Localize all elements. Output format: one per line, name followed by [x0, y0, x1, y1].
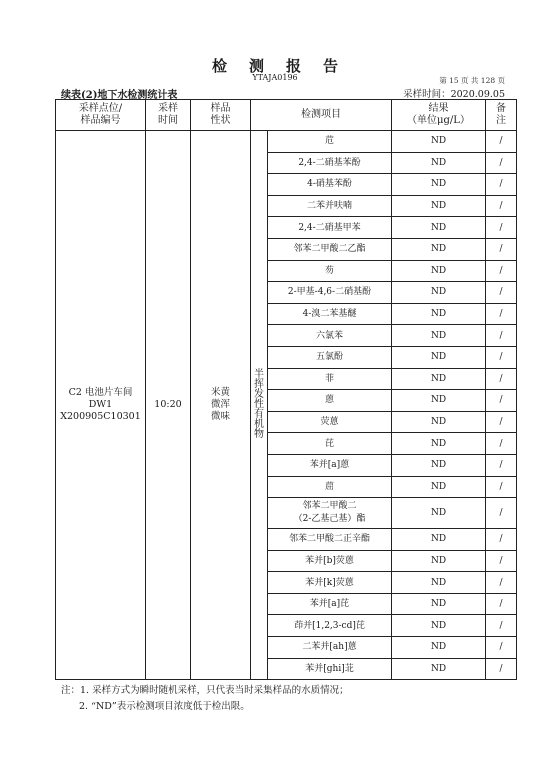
- remark-value: /: [486, 152, 517, 174]
- result-value: ND: [392, 593, 486, 615]
- category-char: 发: [254, 389, 264, 401]
- sampling-time: 采样时间：2020.09.05: [403, 89, 505, 100]
- test-item: 芘: [268, 433, 392, 455]
- header-row: [56, 100, 517, 131]
- category-char: 挥: [254, 379, 264, 391]
- test-item: 五氯酚: [268, 346, 392, 368]
- result-value: ND: [392, 433, 486, 455]
- result-value: ND: [392, 346, 486, 368]
- test-item: 邻苯二甲酸二乙酯: [268, 238, 392, 260]
- test-item: 菲: [268, 368, 392, 390]
- header-remark: 备 注: [486, 100, 517, 131]
- sample-location-line: DW1: [88, 399, 113, 411]
- result-value: ND: [392, 550, 486, 572]
- result-value: ND: [392, 390, 486, 412]
- test-item: 芴: [268, 260, 392, 282]
- test-item: 荧蒽: [268, 411, 392, 433]
- result-value: ND: [392, 411, 486, 433]
- category-cell: [251, 131, 268, 680]
- result-value: ND: [392, 174, 486, 196]
- result-value: ND: [392, 572, 486, 594]
- sample-state-cell: [191, 131, 251, 680]
- remark-value: /: [486, 325, 517, 347]
- remark-value: /: [486, 529, 517, 551]
- remark-value: /: [486, 637, 517, 659]
- table-row: [56, 131, 517, 153]
- test-item-line: 邻苯二甲酸二: [302, 501, 357, 512]
- test-item: 2,4-二硝基苯酚: [268, 152, 392, 174]
- remark-value: /: [486, 593, 517, 615]
- remark-value: /: [486, 368, 517, 390]
- sample-state-line: 米黄: [210, 387, 230, 399]
- page-info: 第 15 页 共 128 页: [439, 76, 505, 85]
- result-value: ND: [392, 152, 486, 174]
- header-sample-state: 样品 性状: [191, 100, 251, 131]
- test-item: 苊: [268, 131, 392, 153]
- result-value: ND: [392, 303, 486, 325]
- test-item: 苯并[a]蒽: [268, 454, 392, 476]
- test-item: 苯并[k]荧蒽: [268, 572, 392, 594]
- result-value: ND: [392, 637, 486, 659]
- remark-value: /: [486, 346, 517, 368]
- result-value: ND: [392, 325, 486, 347]
- test-item: 六氯苯: [268, 325, 392, 347]
- category-char: 性: [254, 399, 264, 411]
- test-item: [268, 498, 392, 529]
- remark-value: /: [486, 658, 517, 680]
- remark-value: /: [486, 433, 517, 455]
- result-value: ND: [392, 454, 486, 476]
- result-value: ND: [392, 282, 486, 304]
- test-item: 䓛: [268, 476, 392, 498]
- header-sample-time: 采样 时间: [146, 100, 191, 131]
- footnote-1: 注：1. 采样方式为瞬时随机采样，只代表当时采集样品的水质情况；: [61, 685, 349, 696]
- sample-location-cell: [56, 131, 146, 680]
- result-value: ND: [392, 131, 486, 153]
- result-value: ND: [392, 368, 486, 390]
- test-item: 二苯并呋喃: [268, 195, 392, 217]
- header-result: 结果 （单位μg/L）: [392, 100, 486, 131]
- remark-value: /: [486, 476, 517, 498]
- test-item: 二苯并[ah]蒽: [268, 637, 392, 659]
- test-item: 2-甲基-4,6-二硝基酚: [268, 282, 392, 304]
- category-char: 半: [254, 369, 264, 381]
- result-value: ND: [392, 238, 486, 260]
- remark-value: /: [486, 217, 517, 239]
- test-item: 4-溴二苯基醚: [268, 303, 392, 325]
- result-value: ND: [392, 658, 486, 680]
- category-char: 有: [254, 409, 264, 421]
- remark-value: /: [486, 131, 517, 153]
- remark-value: /: [486, 454, 517, 476]
- category-char: 机: [254, 419, 264, 431]
- remark-value: /: [486, 550, 517, 572]
- result-value: ND: [392, 476, 486, 498]
- remark-value: /: [486, 238, 517, 260]
- header-sample-point: 采样点位/ 样品编号: [56, 100, 146, 131]
- result-value: ND: [392, 195, 486, 217]
- test-item-line: （2-乙基己基）酯: [293, 514, 366, 525]
- sample-state-line: 微浑: [210, 399, 230, 411]
- sample-time-cell: 10:20: [146, 131, 191, 680]
- remark-value: /: [486, 615, 517, 637]
- test-item: 4-硝基苯酚: [268, 174, 392, 196]
- remark-value: /: [486, 303, 517, 325]
- test-item: 苯并[b]荧蒽: [268, 550, 392, 572]
- footnote-2: 2. “ND”表示检测项目浓度低于检出限。: [79, 701, 250, 712]
- category-char: 物: [254, 429, 264, 441]
- groundwater-results-table: [55, 99, 517, 680]
- remark-value: /: [486, 282, 517, 304]
- remark-value: /: [486, 390, 517, 412]
- result-value: ND: [392, 260, 486, 282]
- sample-state-line: 微味: [210, 411, 230, 423]
- remark-value: /: [486, 498, 517, 529]
- footnotes: [61, 683, 349, 715]
- test-item: 苯并[a]芘: [268, 593, 392, 615]
- test-item: 蒽: [268, 390, 392, 412]
- result-value: ND: [392, 615, 486, 637]
- remark-value: /: [486, 174, 517, 196]
- test-item: 邻苯二甲酸二正辛酯: [268, 529, 392, 551]
- remark-value: /: [486, 572, 517, 594]
- remark-value: /: [486, 195, 517, 217]
- test-item: 茚并[1,2,3-cd]芘: [268, 615, 392, 637]
- remark-value: /: [486, 411, 517, 433]
- sample-location-line: C2 电池片车间: [68, 387, 133, 399]
- result-value: ND: [392, 529, 486, 551]
- result-value: ND: [392, 217, 486, 239]
- sample-location-line: X200905C10301: [60, 411, 141, 423]
- report-title: 检测报告: [211, 57, 360, 75]
- header-test-item: 检测项目: [251, 100, 392, 131]
- document-number: YTAJA0196: [252, 73, 298, 82]
- test-item: 2,4-二硝基甲苯: [268, 217, 392, 239]
- remark-value: /: [486, 260, 517, 282]
- test-item: 苯并[ghi]苝: [268, 658, 392, 680]
- result-value: ND: [392, 498, 486, 529]
- table-title: 续表(2)地下水检测统计表: [61, 90, 178, 101]
